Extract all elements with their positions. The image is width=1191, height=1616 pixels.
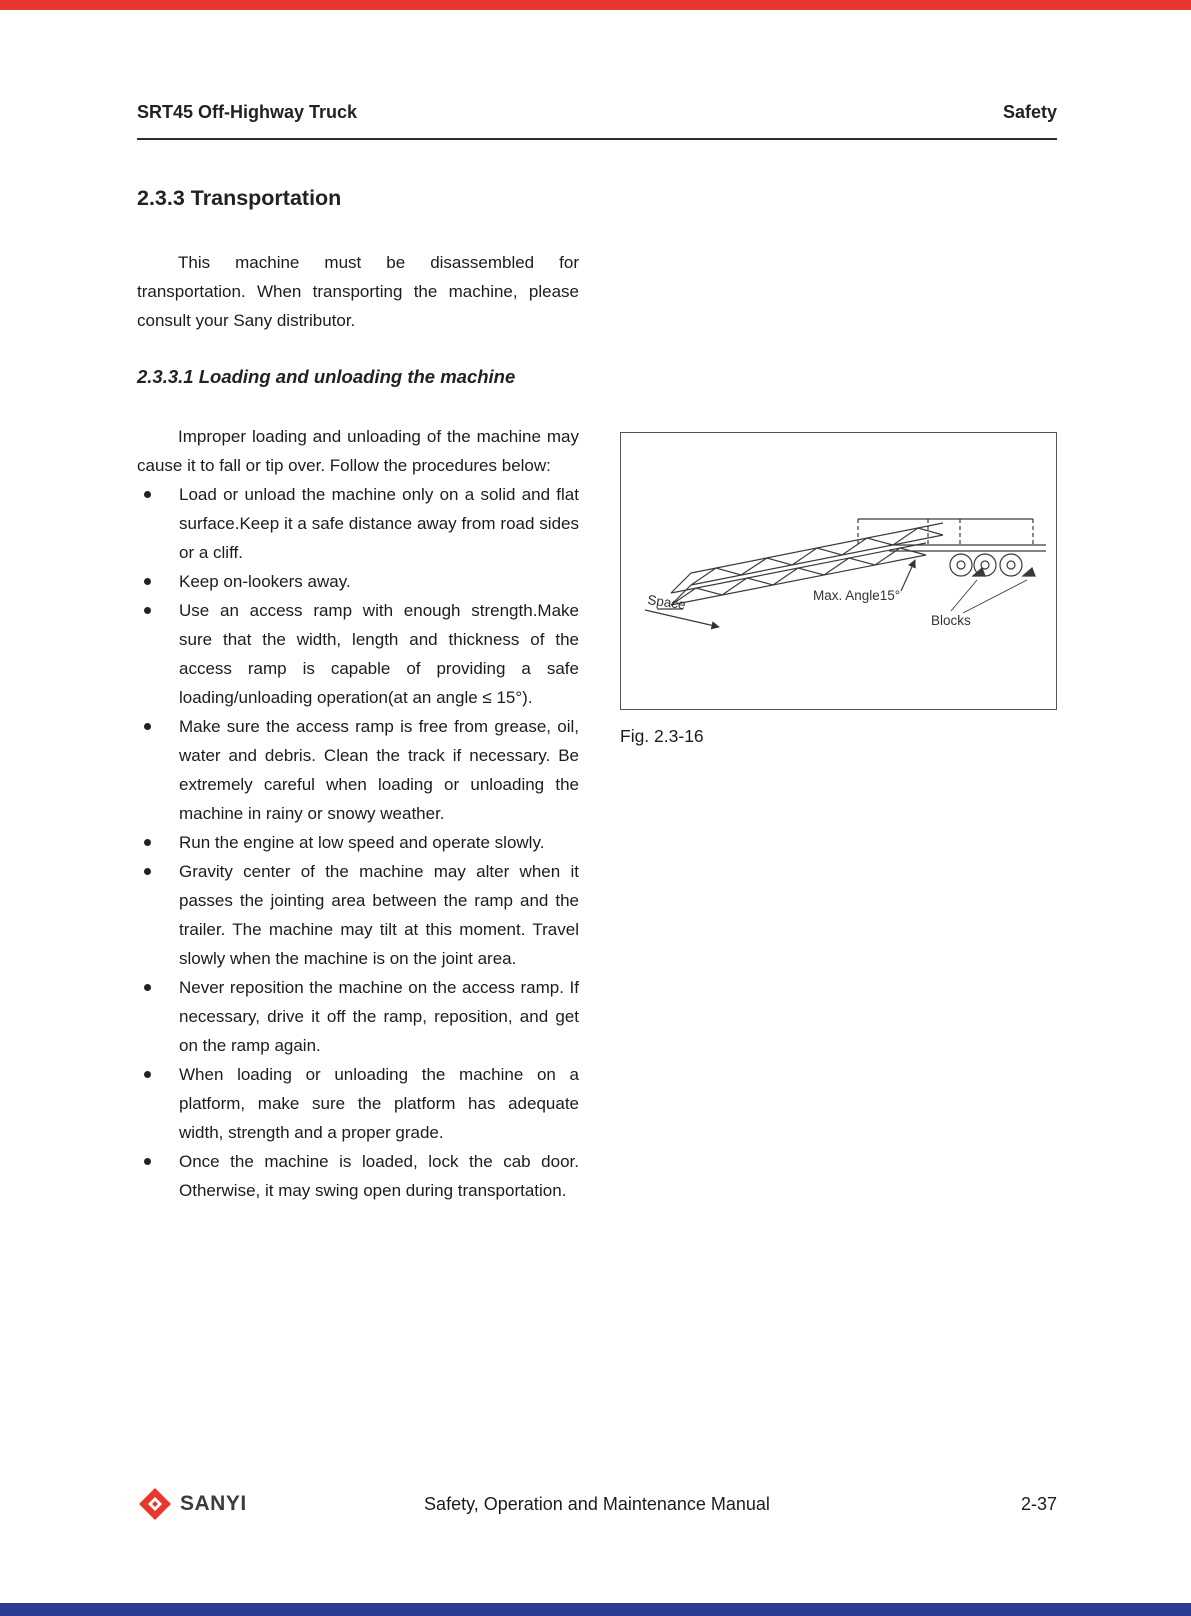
section-title: 2.3.3 Transportation xyxy=(137,186,342,210)
sanyi-logo-icon xyxy=(137,1486,173,1522)
intro-paragraph: This machine must be disassembled for transportation. When transporting the machine, please consult your Sany distributor. xyxy=(137,253,579,330)
sanyi-logo xyxy=(137,1486,247,1522)
header-divider xyxy=(137,138,1057,140)
list-item: When loading or unloading the machine on a platform, make sure the platform has adequate width, strength and a proper grade. xyxy=(137,1060,579,1147)
text-column xyxy=(137,186,579,1205)
figure-label-max-angle: Max. Angle15° xyxy=(813,588,901,603)
subsection-title: 2.3.3.1 Loading and unloading the machine xyxy=(137,366,516,387)
list-item: Gravity center of the machine may alter when it passes the jointing area between the ramp and the trailer. The machine may tilt at this moment. Travel slowly when the machine is on the joint area. xyxy=(137,857,579,973)
list-item: Make sure the access ramp is free from grease, oil, water and debris. Clean the track if necessary. Be extremely careful when loading or unloading the machine in rainy or snowy weather. xyxy=(137,712,579,828)
figure-label-blocks: Blocks xyxy=(931,613,971,628)
list-item: Keep on-lookers away. xyxy=(137,567,579,596)
figure-2-3-16 xyxy=(620,432,1057,710)
page-header xyxy=(137,102,1057,123)
page-footer xyxy=(137,1483,1057,1525)
list-item: Once the machine is loaded, lock the cab door. Otherwise, it may swing open during transportation. xyxy=(137,1147,579,1205)
top-red-bar xyxy=(0,0,1191,10)
footer-page-number: 2-37 xyxy=(1020,1493,1057,1514)
figure-column xyxy=(620,432,1057,747)
list-item: Load or unload the machine only on a solid and flat surface.Keep it a safe distance away from road sides or a cliff. xyxy=(137,480,579,567)
footer-manual-title: Safety, Operation and Maintenance Manual xyxy=(424,1493,770,1514)
sanyi-logo-text: SANYI xyxy=(180,1492,247,1515)
figure-caption: Fig. 2.3-16 xyxy=(620,726,704,746)
header-chapter-title: Safety xyxy=(1002,102,1057,122)
list-item: Use an access ramp with enough strength.Make sure that the width, length and thickness of the access ramp is capable of providing a safe loading/unloading operation(at an angle ≤ 15°). xyxy=(137,596,579,712)
list-item: Run the engine at low speed and operate slowly. xyxy=(137,828,579,857)
procedures-list xyxy=(137,480,579,1205)
bottom-blue-bar xyxy=(0,1603,1191,1616)
list-item: Never reposition the machine on the access ramp. If necessary, drive it off the ramp, reposition, and get on the ramp again. xyxy=(137,973,579,1060)
loading-ramp-diagram xyxy=(621,433,1056,709)
figure-label-space: Space xyxy=(646,592,687,613)
subsection-intro-paragraph: Improper loading and unloading of the machine may cause it to fall or tip over. Follow the procedures below: xyxy=(137,427,579,475)
header-document-title: SRT45 Off-Highway Truck xyxy=(137,102,358,122)
